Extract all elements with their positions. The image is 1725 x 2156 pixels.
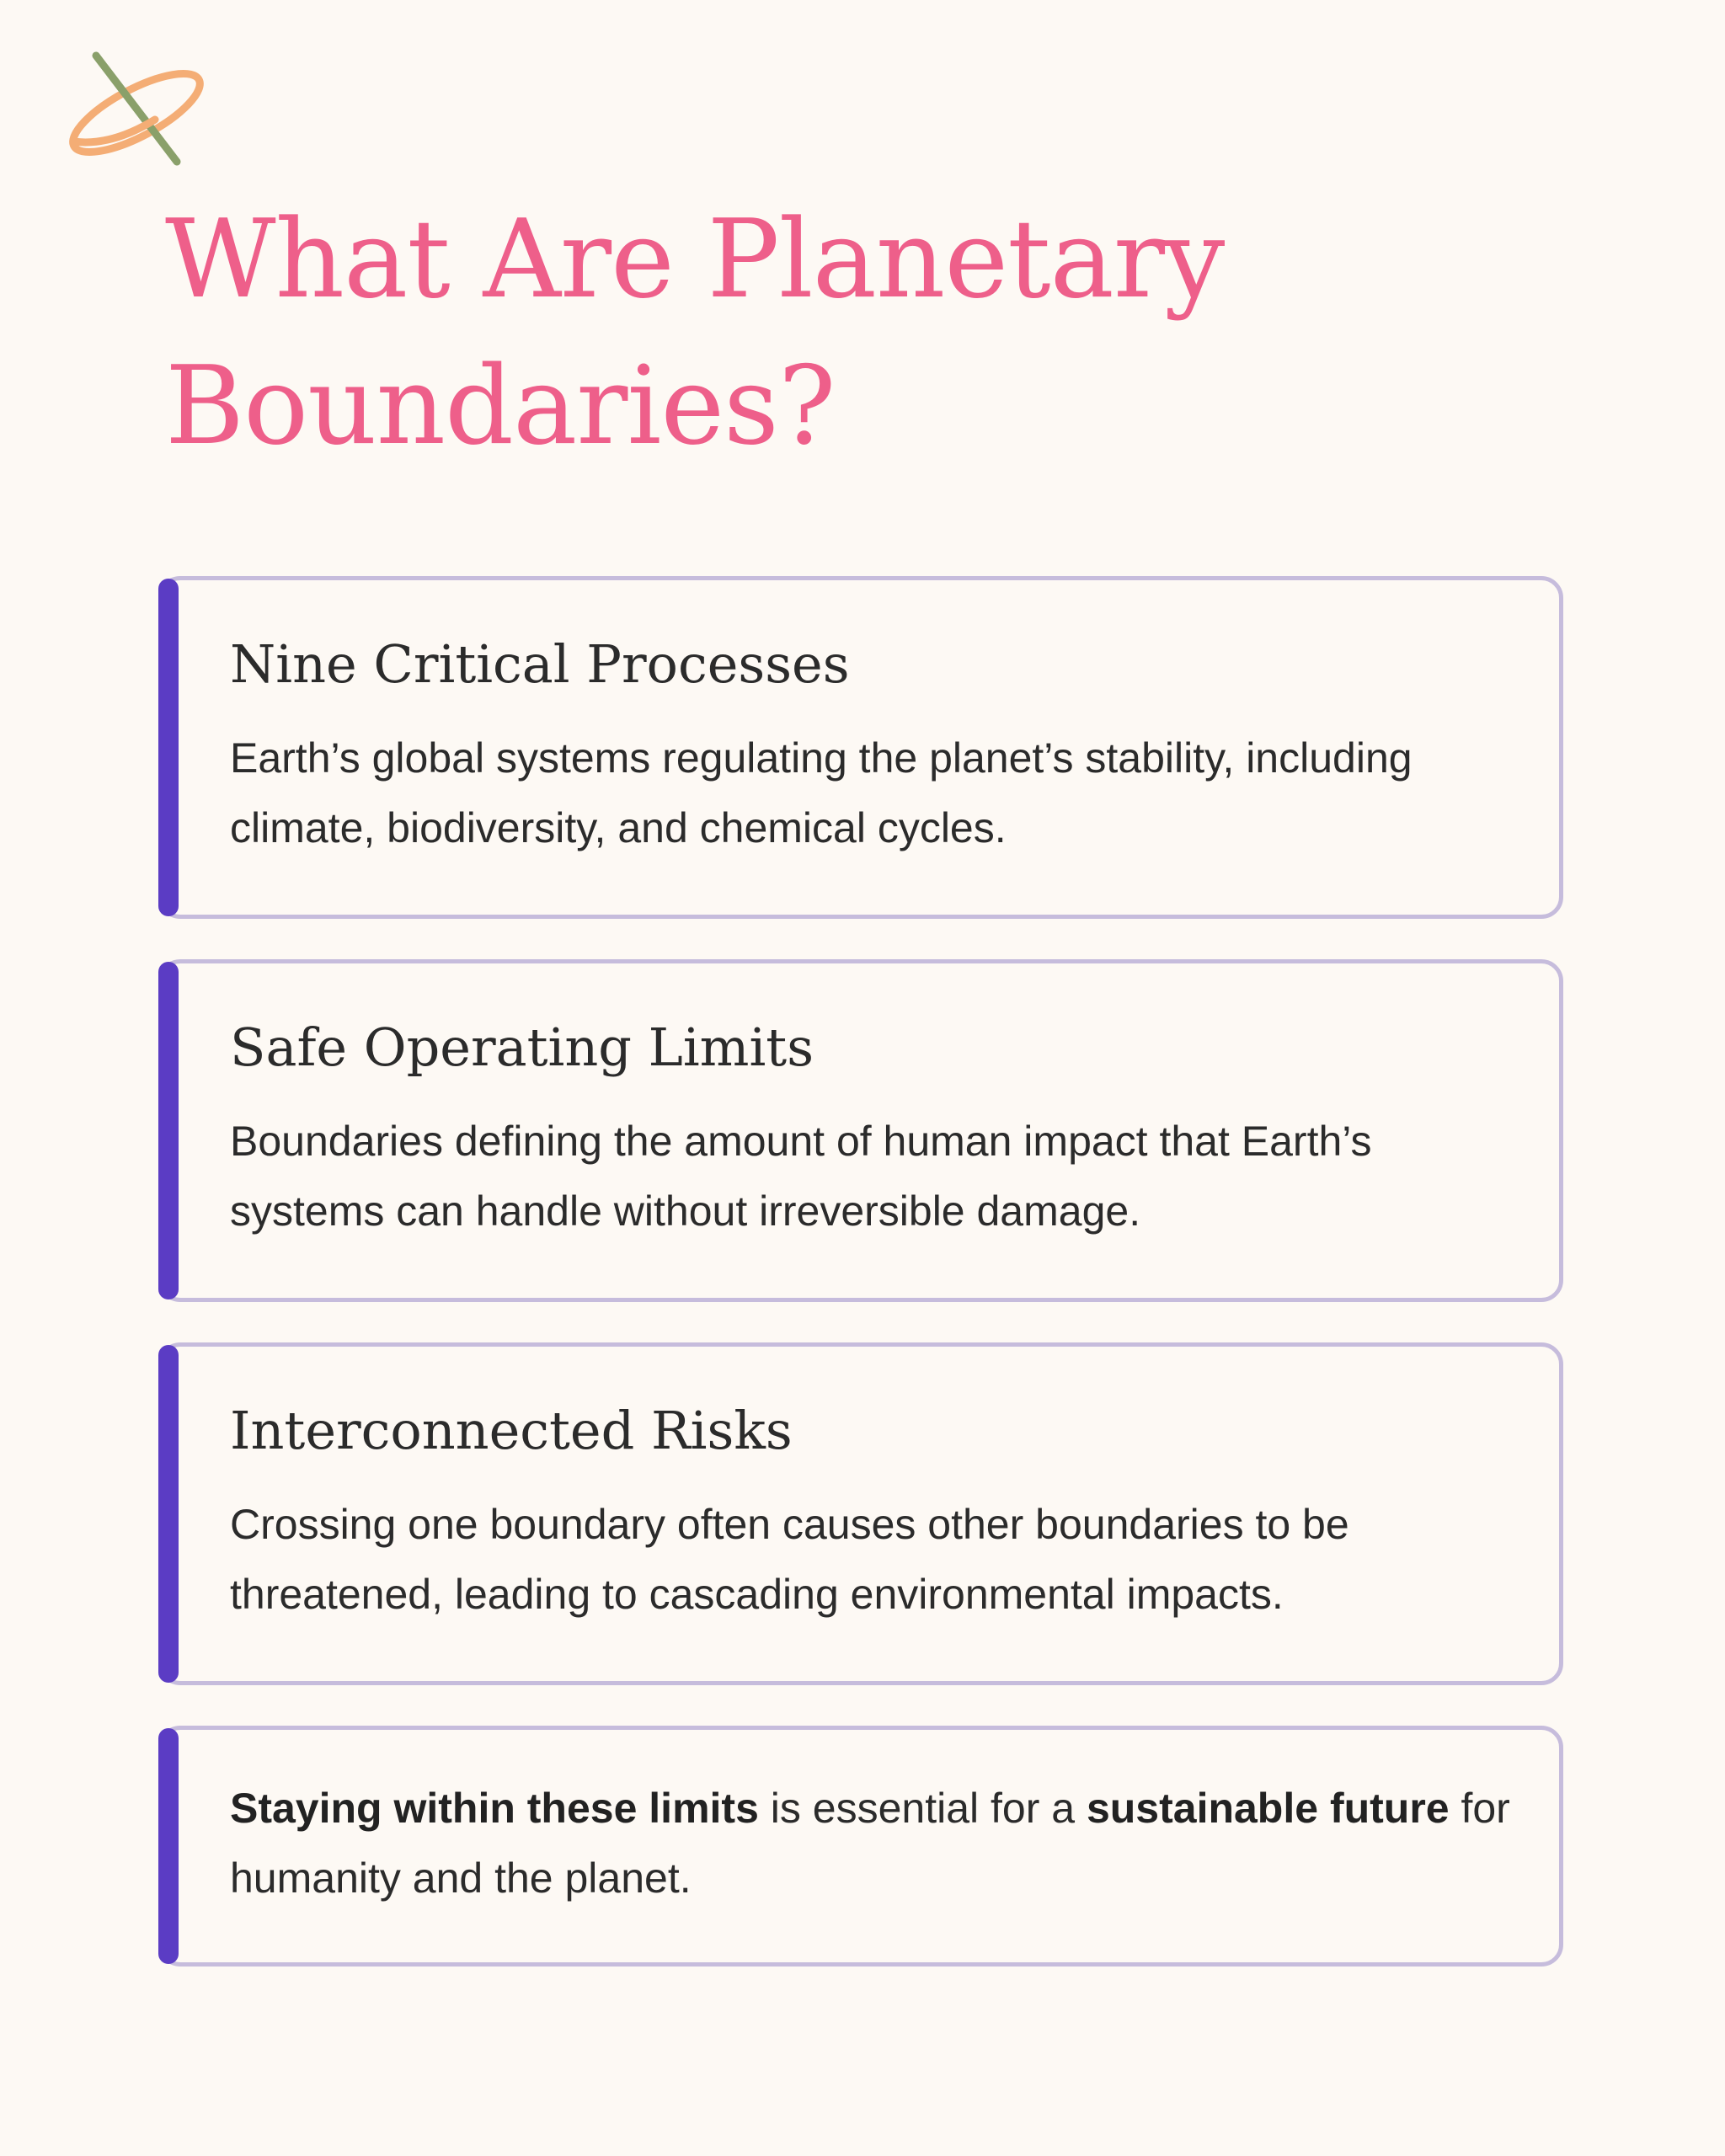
summary-card bbox=[158, 1726, 1563, 1967]
info-card-nine-critical-processes bbox=[158, 576, 1563, 919]
orbit-logo-icon bbox=[61, 47, 212, 173]
summary-plain-text: for humanity and the planet. bbox=[230, 1785, 1510, 1902]
card-title: Safe Operating Limits bbox=[230, 1017, 814, 1078]
info-card-safe-operating-limits bbox=[158, 959, 1563, 1302]
summary-emphasis: sustainable future bbox=[1086, 1785, 1450, 1832]
card-title: Interconnected Risks bbox=[230, 1400, 793, 1461]
summary-plain-text: is essential for a bbox=[758, 1785, 1087, 1832]
info-card-interconnected-risks bbox=[158, 1342, 1563, 1685]
card-title: Nine Critical Processes bbox=[230, 633, 850, 695]
accent-bar bbox=[158, 1345, 179, 1683]
accent-bar bbox=[158, 1728, 179, 1964]
card-description: Boundaries defining the amount of human impact that Earth’s systems can handle without irreversible damage. bbox=[230, 1118, 1372, 1235]
card-description: Crossing one boundary often causes other boundaries to be threatened, leading to cascading environmental impacts. bbox=[230, 1501, 1349, 1618]
summary-text bbox=[230, 1774, 1527, 1913]
accent-bar bbox=[158, 579, 179, 916]
summary-emphasis: Staying within these limits bbox=[230, 1785, 759, 1832]
page-title: What Are Planetary Boundaries? bbox=[165, 197, 1225, 469]
card-description: Earth’s global systems regulating the planet’s stability, including climate, biodiversity, and chemical cycles. bbox=[230, 734, 1413, 851]
accent-bar bbox=[158, 962, 179, 1299]
